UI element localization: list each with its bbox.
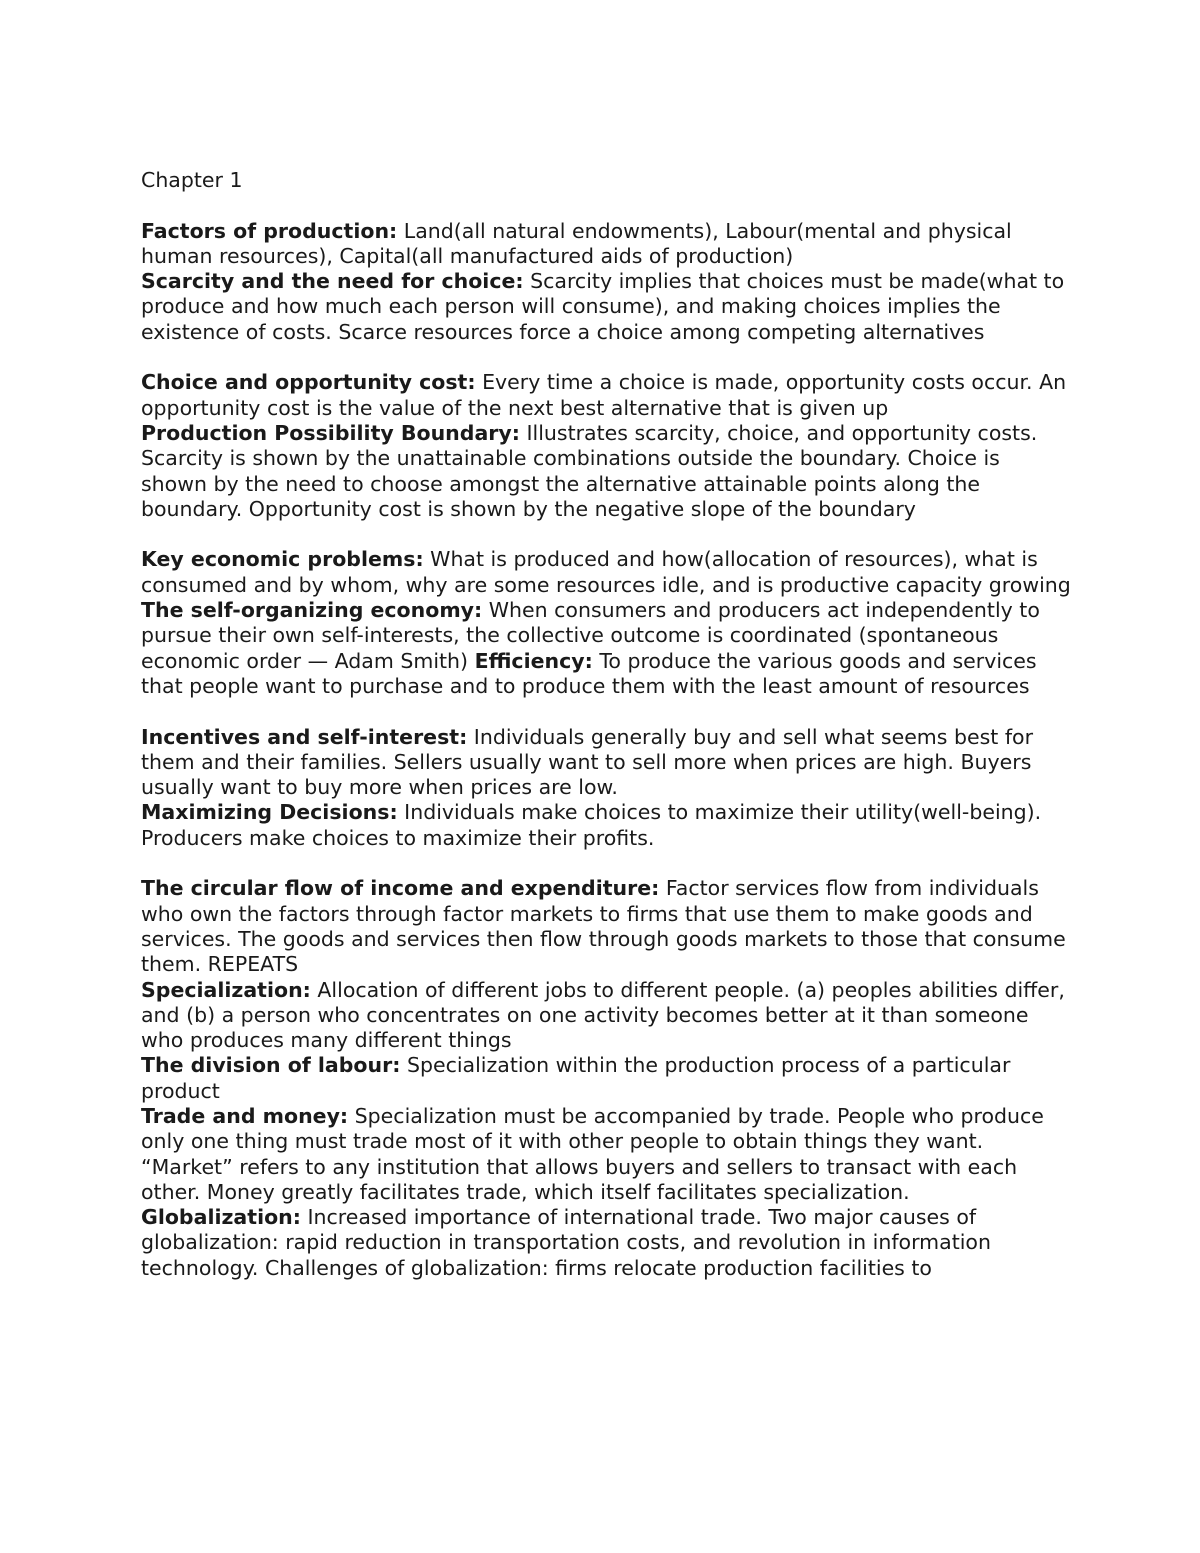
- entry-text: Specialization must be accompanied by trade. People who produce only one thing must trade most of it with other people to obtain things they want. “Market” refers to any institution that allows buyers and sellers to transact with each other. Money greatly facilitates trade, which itself facilitates specialization.: [141, 1103, 1044, 1204]
- entry-incentives-self-interest: [141, 725, 1071, 801]
- entry-term: Globalization:: [141, 1205, 301, 1230]
- entry-text: Illustrates scarcity, choice, and opportunity costs. Scarcity is shown by the unattainable combinations outside the boundary. Choice is shown by the need to choose amongst the alternative attainable points along the boundary. Opportunity cost is shown by the negative slope of the boundary: [141, 420, 1038, 521]
- entry-term: Production Possibility Boundary:: [141, 420, 520, 445]
- chapter-title: Chapter 1: [141, 168, 243, 192]
- entry-term: Incentives and self-interest:: [141, 724, 468, 749]
- entry-text: What is produced and how(allocation of resources), what is consumed and by whom, why are some resources idle, and is productive capacity growing: [141, 547, 1071, 597]
- entry-choice-opportunity-cost: [141, 370, 1071, 421]
- entry-term: Trade and money:: [141, 1103, 349, 1128]
- entry-term: The division of labour:: [141, 1053, 401, 1078]
- entry-factors-of-production: [141, 219, 1071, 270]
- entry-text: Specialization within the production process of a particular product: [141, 1053, 1011, 1103]
- entry-term-efficiency: Efficiency:: [474, 648, 593, 673]
- entry-text: Factor services flow from individuals who own the factors through factor markets to firms that use them to make goods and services. The goods and services then flow through goods markets to those that consume them. REPEATS: [141, 876, 1066, 977]
- entry-text: Allocation of different jobs to different people. (a) peoples abilities differ, and (b) a person who concentrates on one activity becomes better at it than someone who produces many different things: [141, 977, 1065, 1053]
- entry-term: Specialization:: [141, 977, 311, 1002]
- entry-term: Factors of production:: [141, 218, 398, 243]
- entry-text-efficiency: To produce the various goods and services that people want to purchase and to produce them with the least amount of resources: [141, 648, 1037, 698]
- entry-text: Every time a choice is made, opportunity costs occur. An opportunity cost is the value of the next best alternative that is given up: [141, 370, 1067, 420]
- entry-division-of-labour: [141, 1053, 1071, 1104]
- entry-term: Key economic problems:: [141, 547, 424, 572]
- entry-text: Individuals generally buy and sell what seems best for them and their families. Sellers usually want to sell more when prices are high. Buyers usually want to buy more when prices are low.: [141, 724, 1034, 800]
- entry-self-organizing-economy: [141, 598, 1071, 699]
- entry-specialization: [141, 978, 1071, 1054]
- entry-globalization: [141, 1205, 1071, 1281]
- entry-scarcity: [141, 269, 1071, 345]
- entry-term: Maximizing Decisions:: [141, 800, 398, 825]
- entry-text: Scarcity implies that choices must be made(what to produce and how much each person will consume), and making choices implies the existence of costs. Scarce resources force a choice among competing alternatives: [141, 269, 1065, 344]
- entry-trade-and-money: [141, 1104, 1071, 1205]
- entry-production-possibility-boundary: [141, 421, 1071, 522]
- entry-key-economic-problems: [141, 547, 1071, 598]
- entry-term: The circular flow of income and expenditure:: [141, 876, 660, 901]
- entry-text: Land(all natural endowments), Labour(mental and physical human resources), Capital(all manufactured aids of production): [141, 218, 1012, 268]
- entry-term: Scarcity and the need for choice:: [141, 269, 524, 294]
- entry-term: Choice and opportunity cost:: [141, 370, 476, 395]
- entry-term: The self-organizing economy:: [141, 598, 483, 623]
- entry-text: Increased importance of international trade. Two major causes of globalization: rapid reduction in transportation costs, and revolution in information technology. Challenges of globalization: firms relocate production facilities to: [141, 1205, 991, 1280]
- entry-text: When consumers and producers act independently to pursue their own self-interests, the collective outcome is coordinated (spontaneous economic order — Adam Smith): [141, 598, 1040, 673]
- entry-circular-flow: [141, 876, 1071, 977]
- document-body: [141, 168, 1071, 1281]
- entry-maximizing-decisions: [141, 800, 1071, 851]
- entry-text: Individuals make choices to maximize their utility(well-being). Producers make choices to maximize their profits.: [141, 800, 1042, 850]
